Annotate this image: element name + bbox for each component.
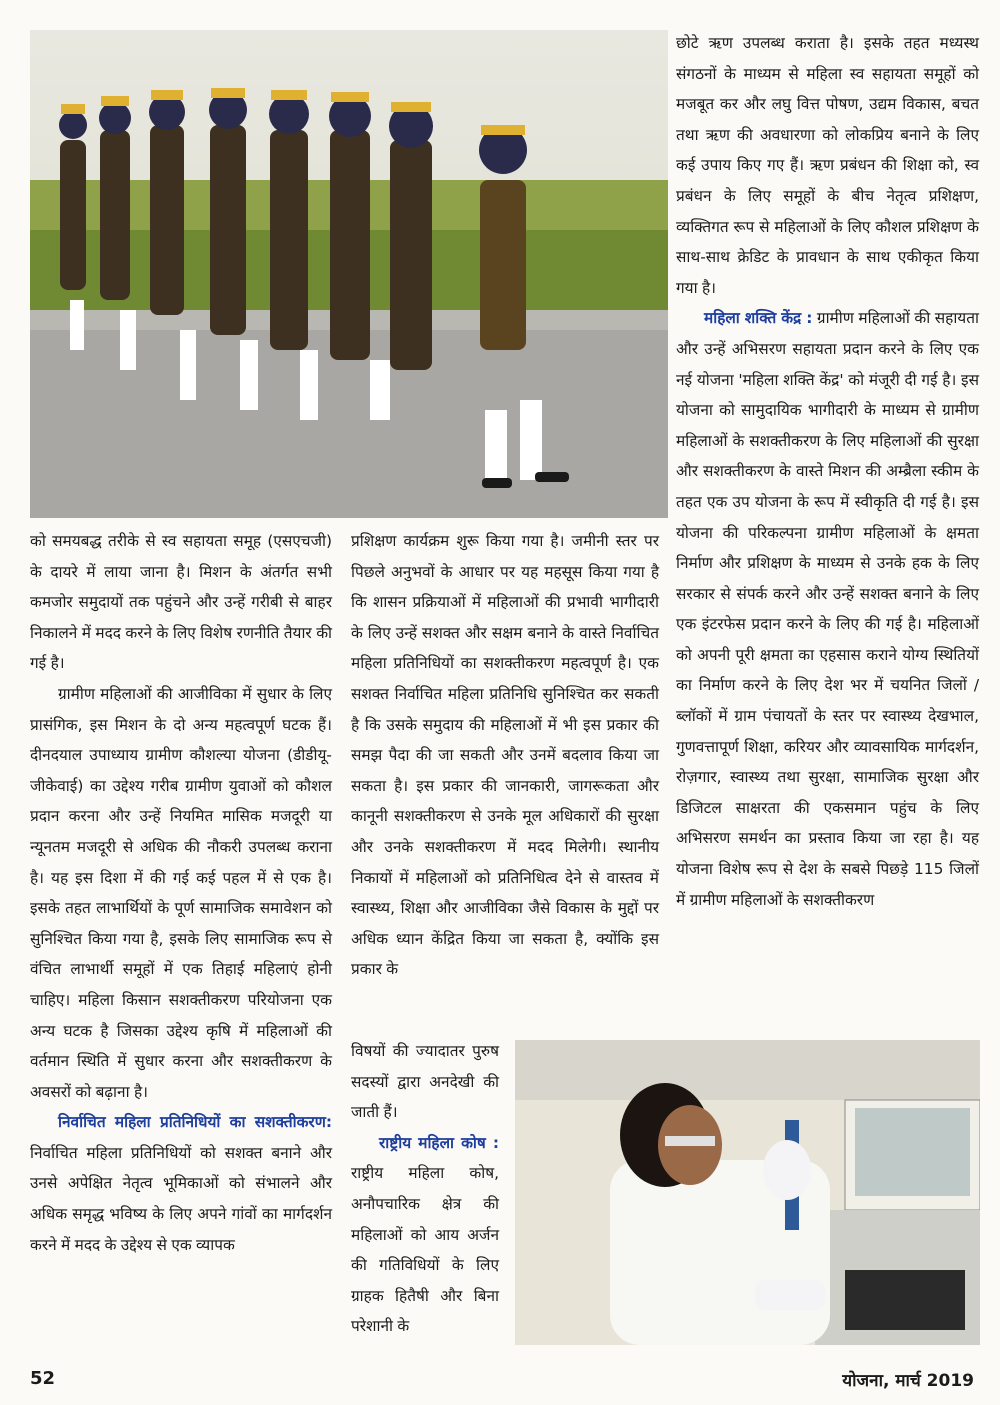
parade-photo: [30, 30, 668, 518]
article-column-right: [676, 28, 979, 915]
paragraph: [351, 1128, 499, 1342]
section-heading: राष्ट्रीय महिला कोष :: [379, 1133, 499, 1152]
article-column-left: [30, 526, 332, 1260]
paragraph: विषयों की ज्यादातर पुरुष सदस्यों द्वारा अनदेखी की जाती हैं।: [351, 1042, 499, 1122]
paragraph: [30, 1107, 332, 1260]
paragraph: ग्रामीण महिलाओं की आजीविका में सुधार के लिए प्रासंगिक, इस मिशन के दो अन्य महत्वपूर्ण घटक हैं। दीनदयाल उपाध्याय ग्रामीण कौशल्या योजना (डीडीयू-जीकेवाई) का उद्देश्य गरीब ग्रामीण युवाओं को कौशल प्रदान करना और उन्हें नियमित मासिक मजदूरी या न्यूनतम मजदूरी से अधिक की नौकरी उपलब्ध कराना है। यह इस दिशा में की गई कई पहल में से एक है। इसके तहत लाभार्थियों के पूर्ण सामाजिक समावेशन को सुनिश्चित किया गया है, इसके लिए सामाजिक रूप से वंचित लाभार्थी समूहों में एक तिहाई महिलाएं होनी चाहिए। महिला किसान सशक्तीकरण परियोजना एक अन्य घटक है जिसका उद्देश्य कृषि में महिलाओं की वर्तमान स्थिति में सुधार करना और सशक्तीकरण के अवसरों को बढ़ाना है।: [30, 684, 332, 1101]
paragraph: छोटे ऋण उपलब्ध कराता है। इसके तहत मध्यस्थ संगठनों के माध्यम से महिला स्व सहायता समूहों को मजबूत कर और लघु वित्त पोषण, उद्यम विकास, बचत तथा ऋण की अवधारणा को लोकप्रिय बनाने के लिए कई उपाय किए गए हैं। ऋण प्रबंधन की शिक्षा को, स्व प्रबंधन के लिए समूहों के बीच नेतृत्व प्रशिक्षण, व्यक्तिगत रूप से महिलाओं के लिए कौशल प्रशिक्षण के साथ-साथ क्रेडिट के प्रावधान के साथ एकीकृत किया गया है।: [676, 34, 979, 297]
article-column-middle-lower: [351, 1036, 499, 1342]
page-number: 52: [30, 1368, 56, 1389]
paragraph: [676, 303, 979, 915]
section-heading: निर्वाचित महिला प्रतिनिधियों का सशक्तीकरण:: [58, 1113, 332, 1132]
paragraph-text: राष्ट्रीय महिला कोष, अनौपचारिक क्षेत्र की महिलाओं को आय अर्जन की गतिविधियों के लिए ग्राहक हितैषी और बिना परेशानी के: [351, 1164, 499, 1336]
paragraph: प्रशिक्षण कार्यक्रम शुरू किया गया है। जमीनी स्तर पर पिछले अनुभवों के आधार पर यह महसूस किया गया है कि शासन प्रक्रियाओं में महिलाओं की प्रभावी भागीदारी के लिए उन्हें सशक्त और सक्षम बनाने के वास्ते निर्वाचित महिला प्रतिनिधियों का सशक्तीकरण महत्वपूर्ण है। एक सशक्त निर्वाचित महिला प्रतिनिधि सुनिश्चित कर सकती है कि उसके समुदाय की महिलाओं में भी इस प्रकार की समझ पैदा की जा सकती और उनमें बदलाव किया जा सकता है। इस प्रकार की जानकारी, जागरूकता और कानूनी सशक्तीकरण से उनके मूल अधिकारों की सुरक्षा और उनके सशक्तीकरण में मदद मिलेगी। स्थानीय निकायों में महिलाओं को प्रतिनिधित्व देने से वास्तव में स्वास्थ्य, शिक्षा और आजीविका जैसे विकास के मुद्दों पर अधिक ध्यान केंद्रित किया जा सकता है, क्योंकि इस प्रकार के: [351, 532, 659, 979]
footer-issue: योजना, मार्च 2019: [842, 1371, 974, 1391]
paragraph: को समयबद्ध तरीके से स्व सहायता समूह (एसएचजी) के दायरे में लाया जाना है। मिशन के अंतर्गत सभी कमजोर समुदायों तक पहुंचने और उन्हें गरीबी से बाहर निकालने में मदद करने के लिए विशेष रणनीति तैयार की गई है।: [30, 532, 332, 673]
article-column-middle: [351, 526, 659, 985]
paragraph-text: निर्वाचित महिला प्रतिनिधियों को सशक्त बनाने और उनसे अपेक्षित नेतृत्व भूमिकाओं को संभालने और अधिक समृद्ध भविष्य के लिए अपने गांवों का मार्गदर्शन करने में मदद के उद्देश्य से एक व्यापक: [30, 1143, 332, 1254]
lab-photo: [515, 1040, 980, 1345]
section-heading: महिला शक्ति केंद्र :: [704, 309, 813, 328]
paragraph-text: ग्रामीण महिलाओं की सहायता और उन्हें अभिसरण सहायता प्रदान करने के लिए एक नई योजना 'महिला शक्ति केंद्र' को मंजूरी दी गई है। इस योजना को सामुदायिक भागीदारी के माध्यम से ग्रामीण महिलाओं के सशक्तीकरण के लिए महिलाओं की सुरक्षा और सशक्तीकरण के वास्ते मिशन की अम्ब्रैला स्कीम के तहत एक उप योजना के रूप में स्वीकृति दी गई है। इस योजना की परिकल्पना ग्रामीण महिलाओं के क्षमता निर्माण और प्रशिक्षण के माध्यम से उनके हक के लिए सरकार से संपर्क करने और उन्हें सशक्त बनाने के लिए एक इंटरफेस प्रदान करने के लिए की गई है। महिलाओं को अपनी पूरी क्षमता का एहसास कराने योग्य स्थितियों का निर्माण करने के लिए देश भर में चयनित जिलों / ब्लॉकों में ग्राम पंचायतों के स्तर पर स्वास्थ्य देखभाल, गुणवत्तापूर्ण शिक्षा, करियर और व्यावसायिक मार्गदर्शन, रोज़गार, स्वास्थ्य तथा सुरक्षा, सामाजिक सुरक्षा और डिजिटल साक्षरता की एकसमान पहुंच के लिए अभिसरण समर्थन का प्रस्ताव किया जा रहा है। यह योजना विशेष रूप से देश के सबसे पिछड़े 115 जिलों में ग्रामीण महिलाओं के सशक्तीकरण: [676, 309, 979, 909]
